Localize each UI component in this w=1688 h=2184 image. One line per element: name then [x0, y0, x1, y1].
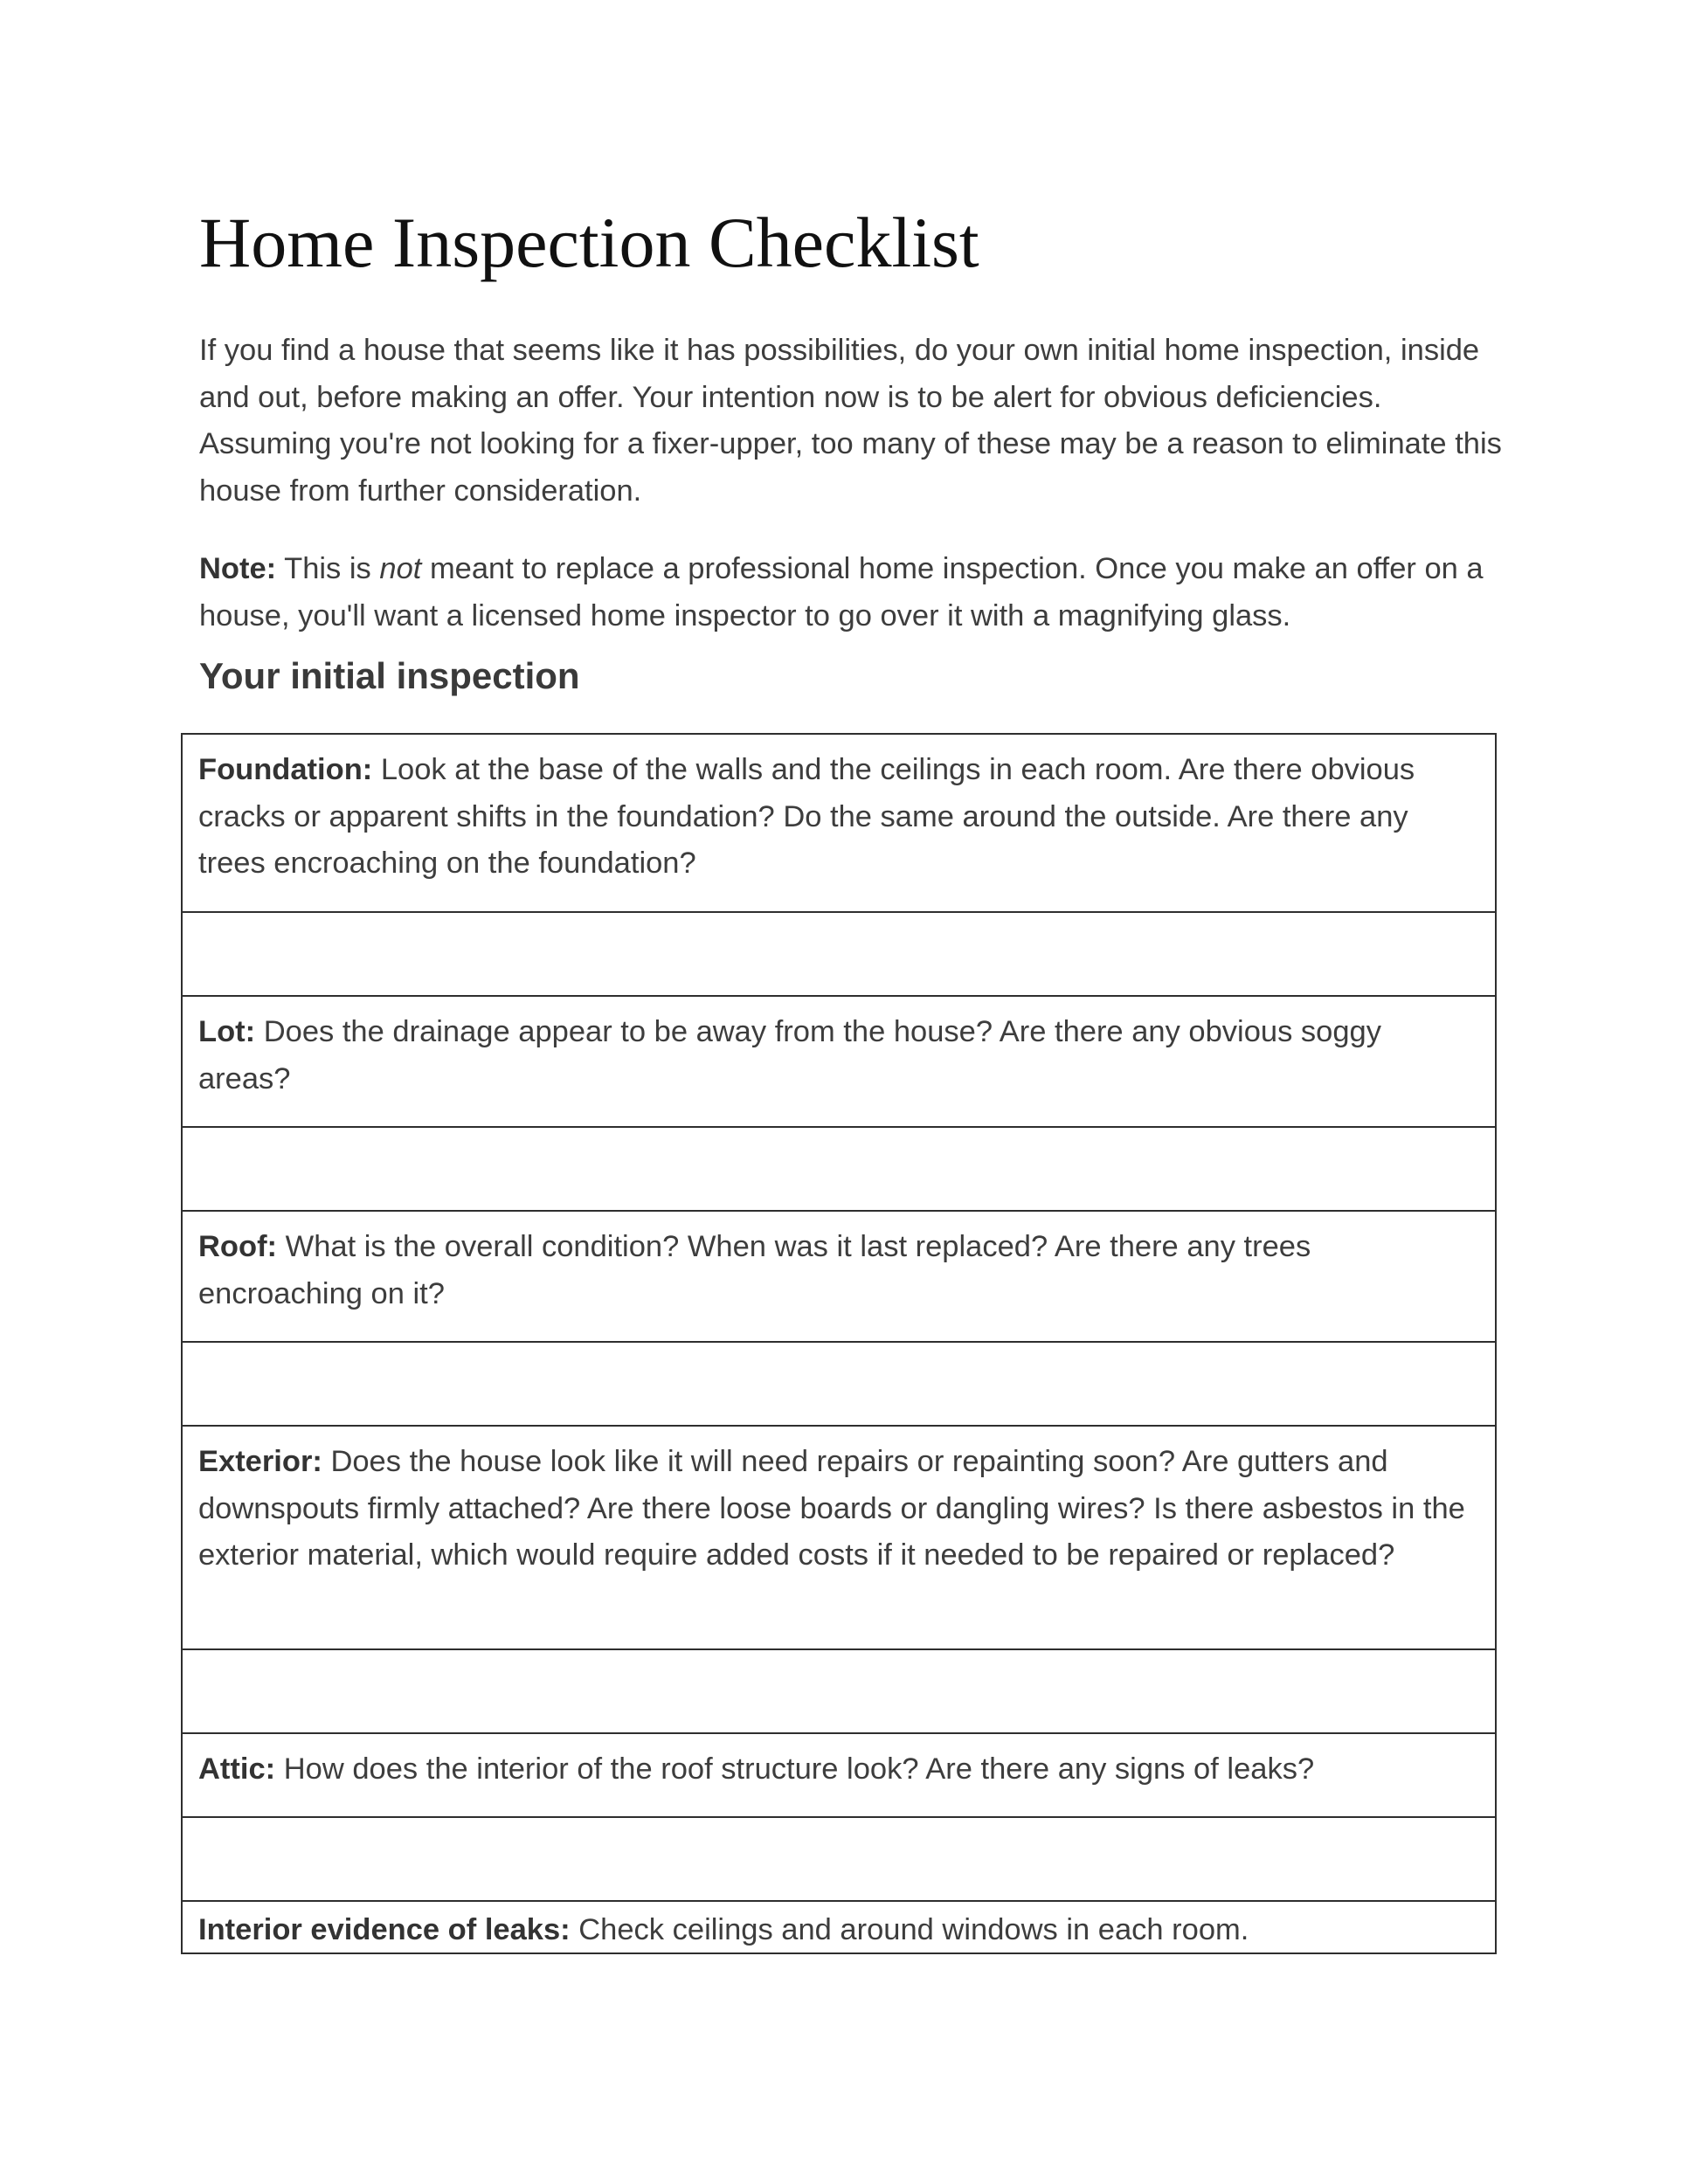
- document-title: Home Inspection Checklist: [199, 203, 979, 282]
- checklist-item-label: Attic:: [198, 1752, 276, 1786]
- checklist-item-interior-leaks: [183, 1900, 1495, 1952]
- checklist-item-label: Foundation:: [198, 753, 373, 786]
- checklist-item-label: Exterior:: [198, 1445, 322, 1478]
- checklist-item-foundation: [183, 735, 1495, 911]
- notes-cell-exterior[interactable]: [183, 1648, 1495, 1732]
- checklist-item-description: Check ceilings and around windows in each room.: [570, 1913, 1249, 1946]
- checklist-item-description: Does the drainage appear to be away from the house? Are there any obvious soggy areas?: [198, 1015, 1381, 1095]
- notes-cell-roof[interactable]: [183, 1341, 1495, 1425]
- checklist-item-description: What is the overall condition? When was it last replaced? Are there any trees encroaching on it?: [198, 1230, 1311, 1310]
- checklist-item-text: [198, 1224, 1479, 1317]
- note-paragraph: [199, 546, 1510, 639]
- section-heading: Your initial inspection: [199, 655, 580, 696]
- inspection-checklist-table: [181, 733, 1497, 1954]
- checklist-item-description: How does the interior of the roof structure look? Are there any signs of leaks?: [275, 1752, 1315, 1786]
- checklist-item-label: Roof:: [198, 1230, 278, 1263]
- note-text-after: meant to replace a professional home inspection. Once you make an offer on a house, you'll want a licensed home inspector to go over it with a magnifying glass.: [199, 552, 1484, 632]
- checklist-item-lot: [183, 995, 1495, 1126]
- checklist-item-text: [198, 1746, 1479, 1794]
- notes-cell-attic[interactable]: [183, 1816, 1495, 1900]
- notes-cell-lot[interactable]: [183, 1126, 1495, 1210]
- note-emphasis: not: [379, 552, 422, 585]
- checklist-item-attic: [183, 1732, 1495, 1816]
- checklist-item-description: Does the house look like it will need repairs or repainting soon? Are gutters and downspouts firmly attached? Are there loose boards or dangling wires? Is there asbestos in the exterior material, which would require added costs if it needed to be repaired or replaced?: [198, 1445, 1465, 1572]
- checklist-item-label: Interior evidence of leaks:: [198, 1913, 571, 1946]
- note-label: Note:: [199, 552, 277, 585]
- checklist-item-roof: [183, 1210, 1495, 1341]
- checklist-item-label: Lot:: [198, 1015, 256, 1048]
- checklist-item-description: Look at the base of the walls and the ceilings in each room. Are there obvious cracks or apparent shifts in the foundation? Do the same around the outside. Are there any trees encroaching on the foundation?: [198, 753, 1415, 880]
- checklist-item-text: [198, 1009, 1479, 1102]
- checklist-item-text: [198, 1439, 1479, 1579]
- intro-paragraph: If you find a house that seems like it has possibilities, do your own initial home inspection, inside and out, before making an offer. Your intention now is to be alert for obvious deficiencies. Assuming you're not looking for a fixer-upper, too many of these may be a reason to eliminate this house from further consideration.: [199, 334, 1502, 508]
- notes-cell-foundation[interactable]: [183, 911, 1495, 995]
- checklist-item-text: [198, 747, 1479, 888]
- checklist-item-text: [198, 1907, 1479, 1952]
- checklist-item-exterior: [183, 1425, 1495, 1648]
- note-text-before: This is: [276, 552, 380, 585]
